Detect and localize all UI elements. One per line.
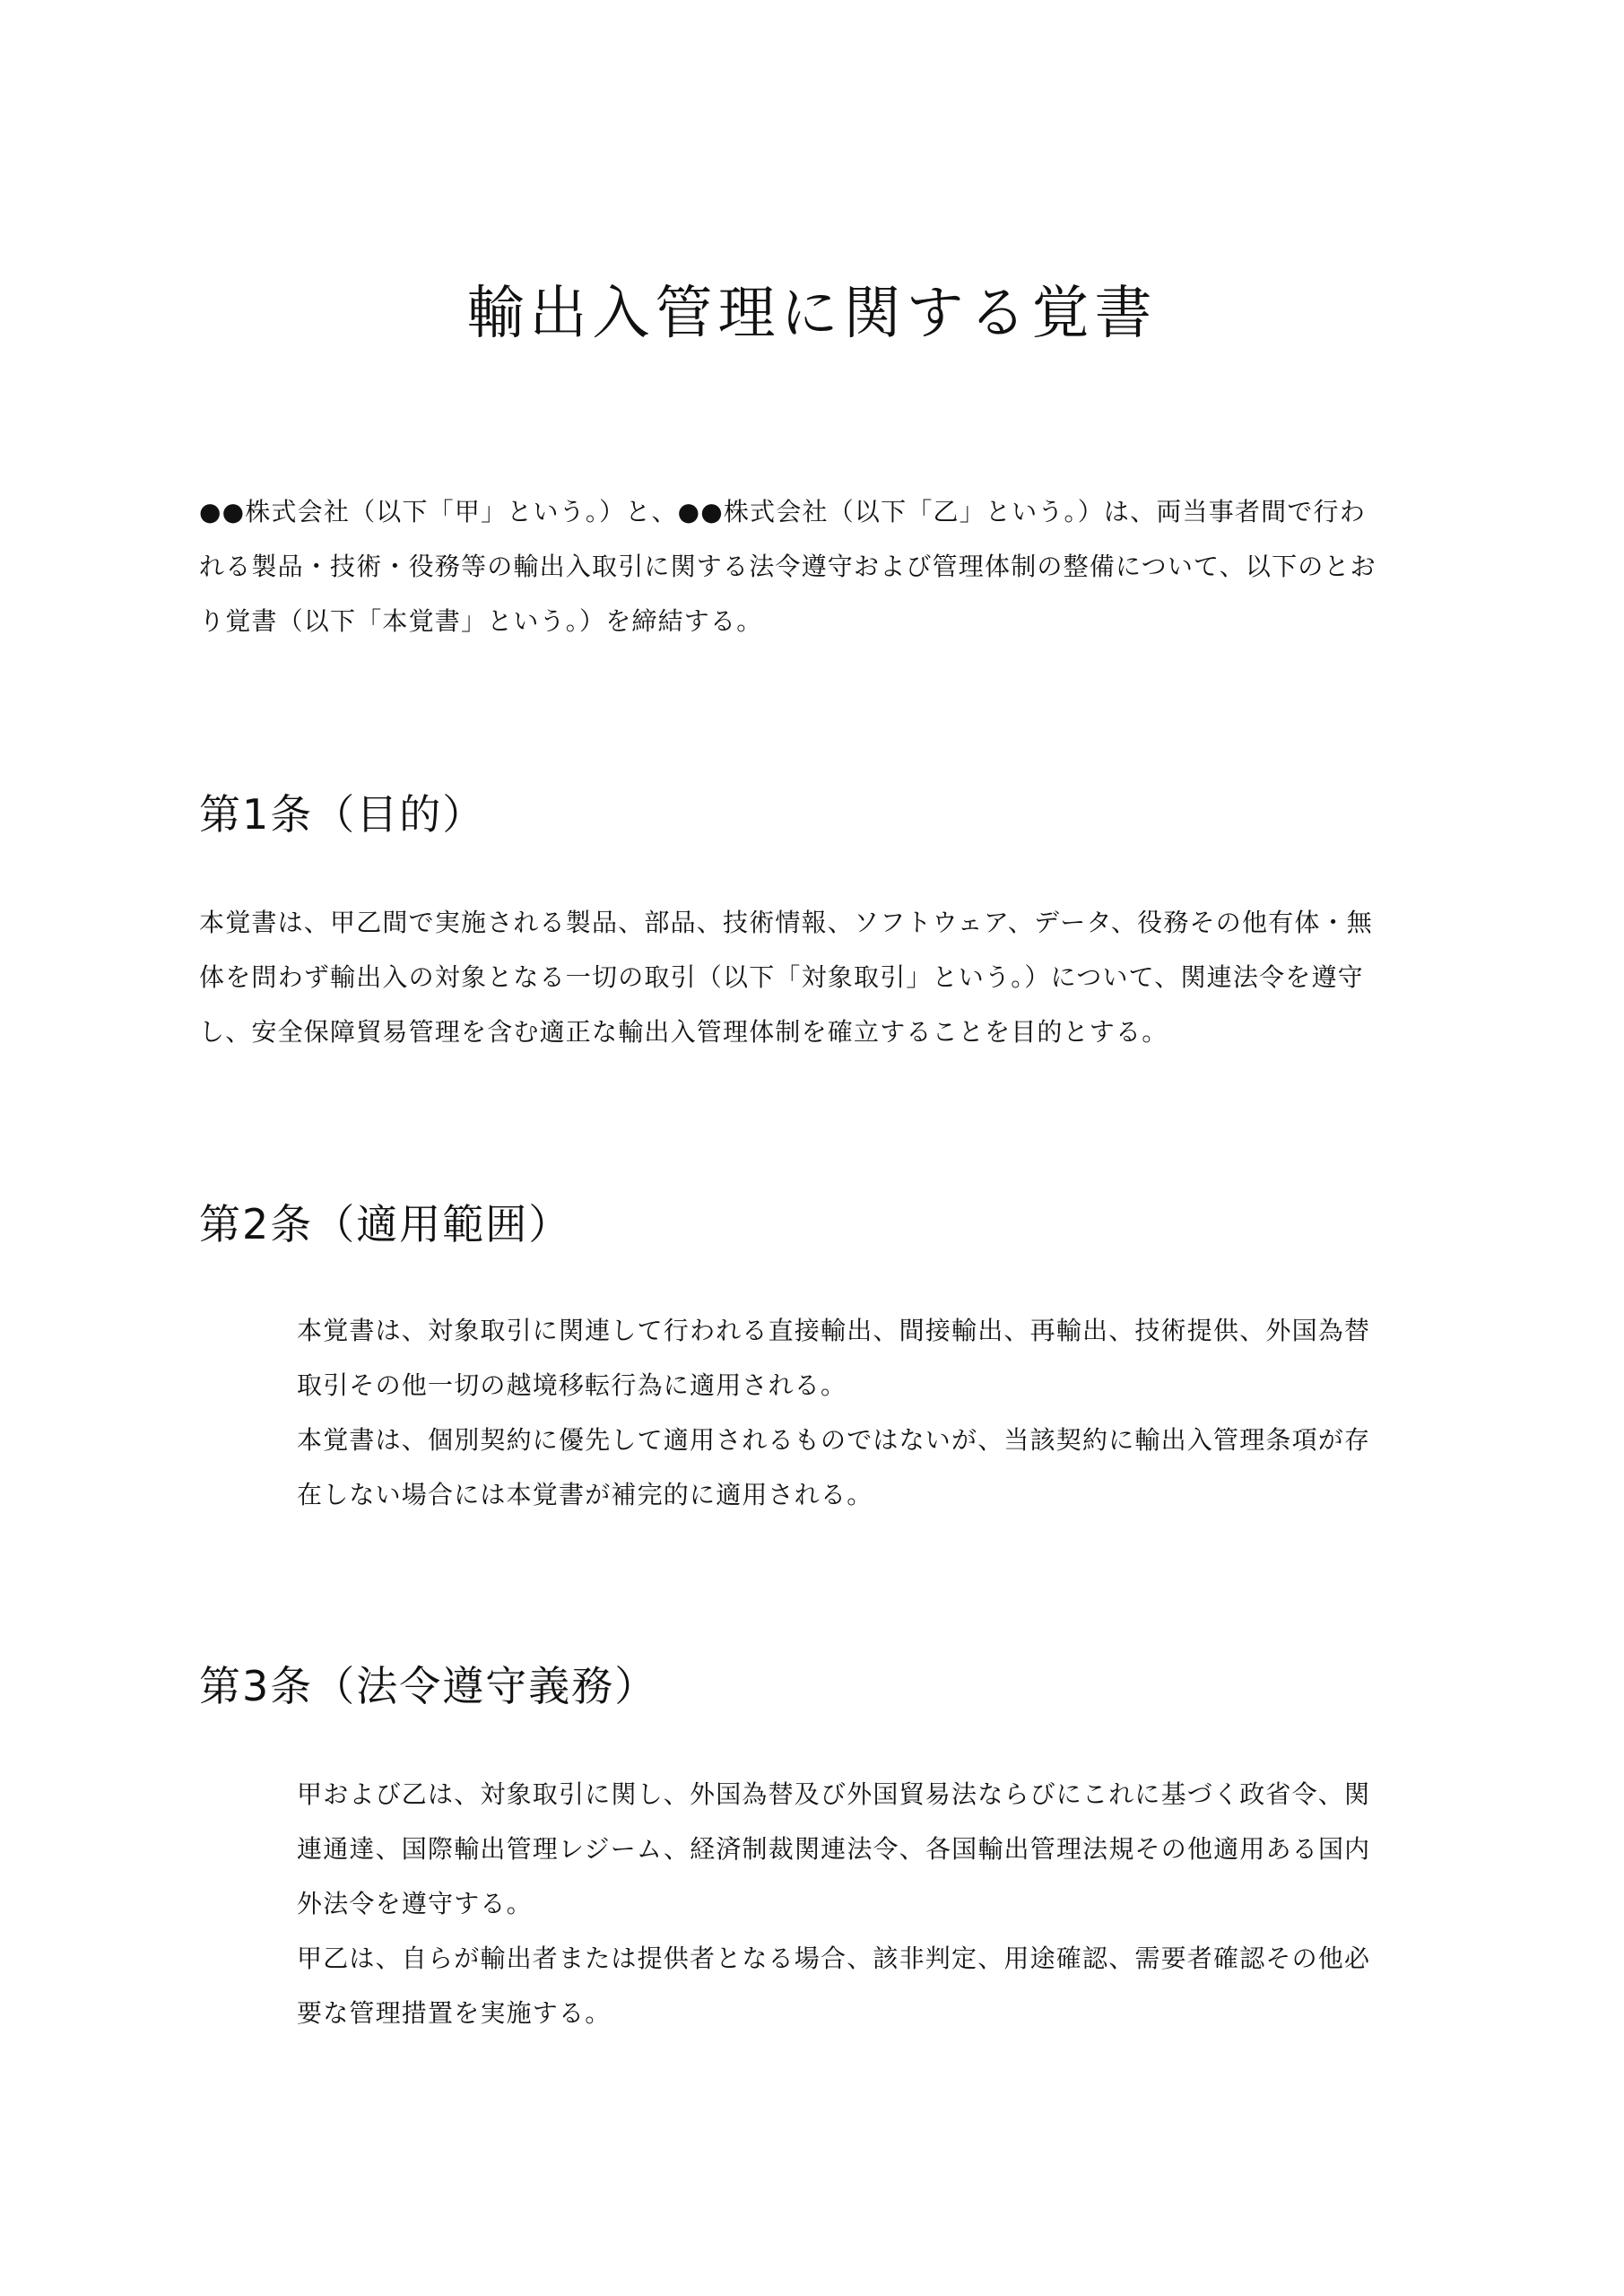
article-1-body [199,895,1373,1059]
document-title: 輸出入管理に関する覚書 [466,281,1158,347]
article-3-heading: 第3条（法令遵守義務） [199,1662,658,1710]
preamble-line: り覚書（以下「本覚書」という。）を締結する。 [199,606,763,636]
article-2-body [297,1303,1370,1522]
article-3-line: 連通達、国際輸出管理レジーム、経済制裁関連法令、各国輸出管理法規その他適用ある国内 [297,1834,1371,1864]
article-2-line: 在しない場合には本覚書が補完的に適用される。 [297,1480,873,1509]
article-1-heading: 第1条（目的） [199,790,486,839]
article-3-line: 要な管理措置を実施する。 [297,1998,612,2028]
article-3-body [297,1767,1370,2040]
article-3-line: 外法令を遵守する。 [297,1889,533,1918]
article-1-line: し、安全保障貿易管理を含む適正な輸出入管理体制を確立することを目的とする。 [199,1017,1168,1047]
article-1-line: 体を問わず輸出入の対象となる一切の取引（以下「対象取引」という。）について、関連法令を遵守 [199,962,1364,992]
article-2-heading: 第2条（適用範囲） [199,1200,572,1248]
preamble-line: れる製品・技術・役務等の輸出入取引に関する法令遵守および管理体制の整備について、以下のとお [199,552,1376,581]
article-2-line: 取引その他一切の越境移転行為に適用される。 [297,1370,847,1400]
article-2-line: 本覚書は、個別契約に優先して適用されるものではないが、当該契約に輸出入管理条項が存 [297,1425,1371,1455]
article-3-line: 甲および乙は、対象取引に関し、外国為替及び外国貿易法ならびにこれに基づく政省令、関 [297,1779,1371,1809]
article-3-line: 甲乙は、自らが輸出者または提供者となる場合、該非判定、用途確認、需要者確認その他必 [297,1944,1371,1973]
preamble-line: ●●株式会社（以下「甲」という。）と、●●株式会社（以下「乙」という。）は、両当事者間で行わ [199,497,1366,526]
preamble-paragraph [199,484,1376,648]
article-2-line: 本覚書は、対象取引に関連して行われる直接輸出、間接輸出、再輸出、技術提供、外国為替 [297,1316,1371,1345]
article-1-line: 本覚書は、甲乙間で実施される製品、部品、技術情報、ソフトウェア、データ、役務その他有体・無 [199,908,1373,937]
